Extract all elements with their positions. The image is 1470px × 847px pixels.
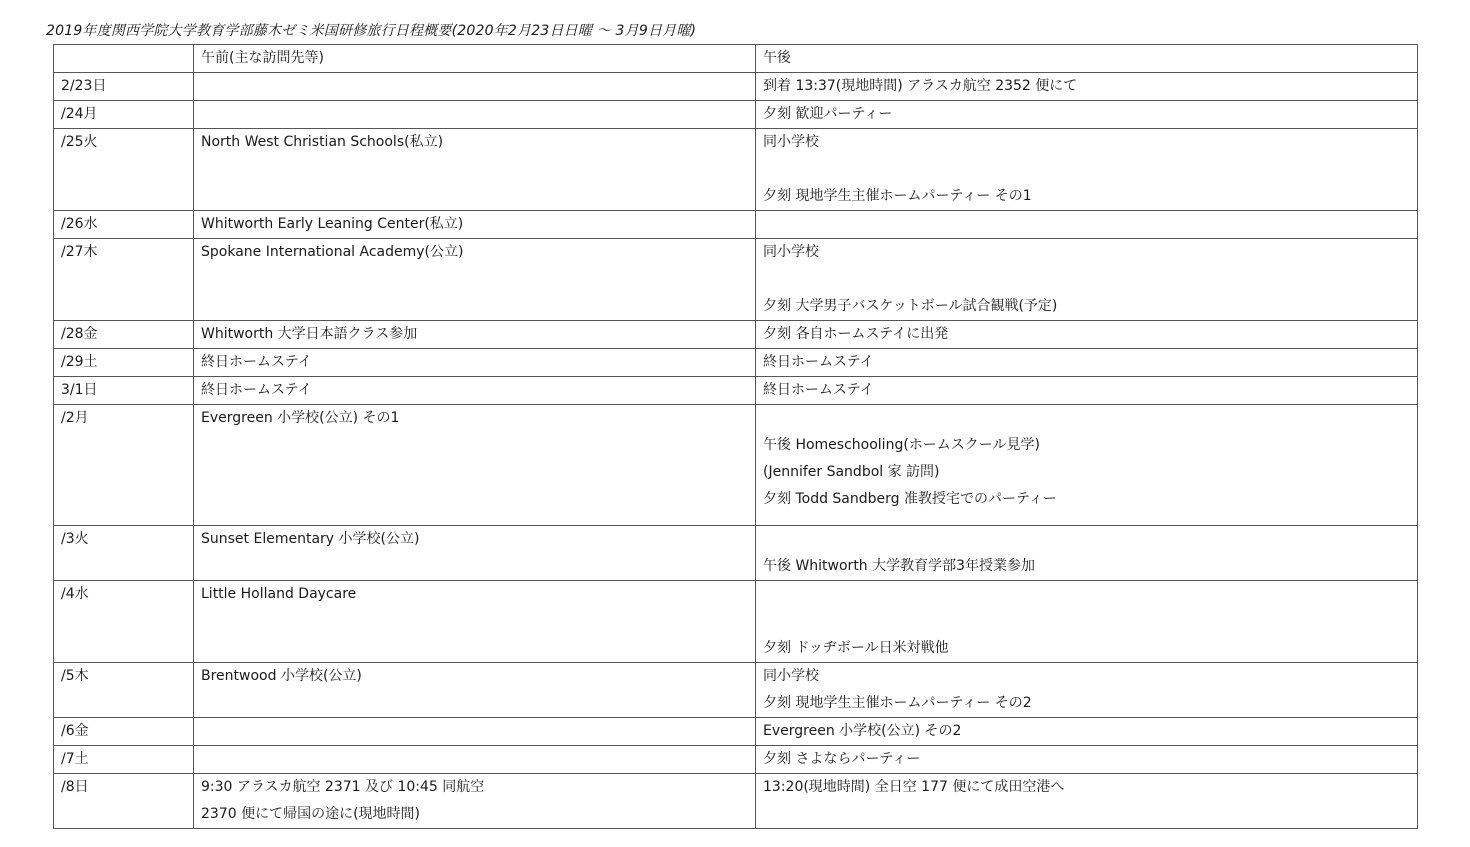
pm-cell-line: 夕刻 大学男子バスケットボール試合観戦(予定) [763,298,1058,314]
weekday-text: 木 [83,244,98,260]
am-cell-line: Brentwood 小学校(公立) [201,668,362,684]
am-cell [194,239,756,321]
weekday-text: 水 [83,216,98,232]
pm-cell-line: 夕刻 現地学生主催ホームパーティー その2 [763,695,1032,711]
table-row [54,774,1418,829]
date-text: /8 [61,779,75,795]
date-cell [54,321,194,349]
pm-cell-line: 終日ホームステイ [763,382,874,398]
pm-cell [756,321,1418,349]
header-date [54,45,194,73]
am-cell-line: 9:30 アラスカ航空 2371 及び 10:45 同航空 [201,779,485,795]
pm-cell-line: 夕刻 さよならパーティー [763,751,921,767]
table-row [54,405,1418,526]
pm-cell [756,405,1418,526]
weekday-text: 月 [74,410,89,426]
table-row [54,746,1418,774]
weekday-text: 日 [74,779,89,795]
pm-cell-line: 同小学校 [763,244,819,260]
date-cell [54,211,194,239]
pm-cell-line: 午後 Whitworth 大学教育学部3年授業参加 [763,558,1036,574]
date-cell [54,718,194,746]
date-cell [54,581,194,663]
am-cell-line: 2370 便にて帰国の途に(現地時間) [201,806,421,822]
pm-cell [756,101,1418,129]
pm-cell-line: 13:20(現地時間) 全日空 177 便にて成田空港へ [763,779,1065,795]
table-row [54,101,1418,129]
pm-cell-line: 同小学校 [763,134,819,150]
date-text: /24 [61,106,84,122]
weekday-text: 火 [74,531,89,547]
am-cell-line: Spokane International Academy(公立) [201,244,464,260]
table-row [54,581,1418,663]
pm-cell-line [763,156,1410,183]
weekday-text: 火 [83,134,98,150]
header-am: 午前(主な訪問先等) [194,45,756,73]
am-cell [194,746,756,774]
table-row [54,239,1418,321]
date-text: 3/1 [61,382,84,398]
weekday-text: 金 [74,723,89,739]
schedule-table [53,44,1418,829]
pm-cell [756,774,1418,829]
date-text: /4 [61,586,75,602]
table-row [54,718,1418,746]
pm-cell-line: 同小学校 [763,668,819,684]
table-row [54,73,1418,101]
am-cell [194,377,756,405]
date-cell [54,377,194,405]
am-cell [194,663,756,718]
weekday-text: 土 [83,354,98,370]
date-text: /27 [61,244,84,260]
pm-cell [756,211,1418,239]
date-cell [54,526,194,581]
date-cell [54,663,194,718]
table-row [54,526,1418,581]
am-cell [194,774,756,829]
pm-cell [756,129,1418,211]
weekday-text: 土 [74,751,89,767]
weekday-text: 日 [92,78,107,94]
date-text: /29 [61,354,84,370]
pm-cell-line [763,526,1410,553]
am-cell-line: Whitworth Early Leaning Center(私立) [201,216,464,232]
pm-cell-line: 夕刻 歓迎パーティー [763,106,893,122]
pm-cell-line: Evergreen 小学校(公立) その2 [763,723,962,739]
pm-cell-line: 夕刻 Todd Sandberg 准教授宅でのパーティー [763,491,1057,507]
pm-cell [756,526,1418,581]
am-cell-line: 終日ホームステイ [201,354,312,370]
date-cell [54,349,194,377]
pm-cell [756,349,1418,377]
date-cell [54,405,194,526]
date-text: /5 [61,668,75,684]
pm-cell [756,377,1418,405]
date-text: /25 [61,134,84,150]
date-cell [54,129,194,211]
am-cell-line: Whitworth 大学日本語クラス参加 [201,326,418,342]
table-row [54,663,1418,718]
pm-cell-line: 午後 Homeschooling(ホームスクール見学) [763,437,1040,453]
am-cell [194,321,756,349]
pm-cell-line: 夕刻 現地学生主催ホームパーティー その1 [763,188,1032,204]
date-text: /28 [61,326,84,342]
am-cell-line: Little Holland Daycare [201,586,357,602]
header-row [54,45,1418,73]
date-cell [54,73,194,101]
pm-cell-line: 終日ホームステイ [763,354,874,370]
table-row [54,377,1418,405]
date-cell [54,746,194,774]
am-cell [194,73,756,101]
pm-cell [756,239,1418,321]
am-cell [194,129,756,211]
weekday-text: 木 [74,668,89,684]
am-cell-line: North West Christian Schools(私立) [201,134,444,150]
pm-cell-line [763,608,1410,635]
am-cell [194,349,756,377]
pm-cell-line [763,405,1410,432]
pm-cell-line [763,266,1410,293]
date-cell [54,774,194,829]
am-cell [194,718,756,746]
date-text: /3 [61,531,75,547]
table-row [54,321,1418,349]
table-row [54,211,1418,239]
am-cell-line: Evergreen 小学校(公立) その1 [201,410,400,426]
date-cell [54,101,194,129]
pm-cell-line: 夕刻 各自ホームステイに出発 [763,326,949,342]
date-text: /2 [61,410,75,426]
pm-cell [756,581,1418,663]
header-pm: 午後 [756,45,1418,73]
pm-cell [756,746,1418,774]
weekday-text: 水 [74,586,89,602]
weekday-text: 金 [83,326,98,342]
date-text: /26 [61,216,84,232]
am-cell [194,211,756,239]
am-cell [194,581,756,663]
am-cell-line: 終日ホームステイ [201,382,312,398]
weekday-text: 日 [83,382,98,398]
date-text: /6 [61,723,75,739]
pm-cell-line: (Jennifer Sandbol 家 訪問) [763,464,940,480]
pm-cell [756,73,1418,101]
am-cell-line: Sunset Elementary 小学校(公立) [201,531,420,547]
document-title: 2019年度関西学院大学教育学部藤木ゼミ米国研修旅行日程概要(2020年2月23日日曜 〜 3月9日月曜) [46,23,697,39]
pm-cell [756,663,1418,718]
date-text: /7 [61,751,75,767]
date-cell [54,239,194,321]
am-cell [194,101,756,129]
pm-cell-line [763,581,1410,608]
table-row [54,349,1418,377]
pm-cell [756,718,1418,746]
date-text: 2/23 [61,78,93,94]
pm-cell-line: 夕刻 ドッヂボール日米対戦他 [763,640,949,656]
pm-cell-line: 到着 13:37(現地時間) アラスカ航空 2352 便にて [763,78,1078,94]
am-cell [194,526,756,581]
table-row [54,129,1418,211]
weekday-text: 月 [83,106,98,122]
am-cell [194,405,756,526]
